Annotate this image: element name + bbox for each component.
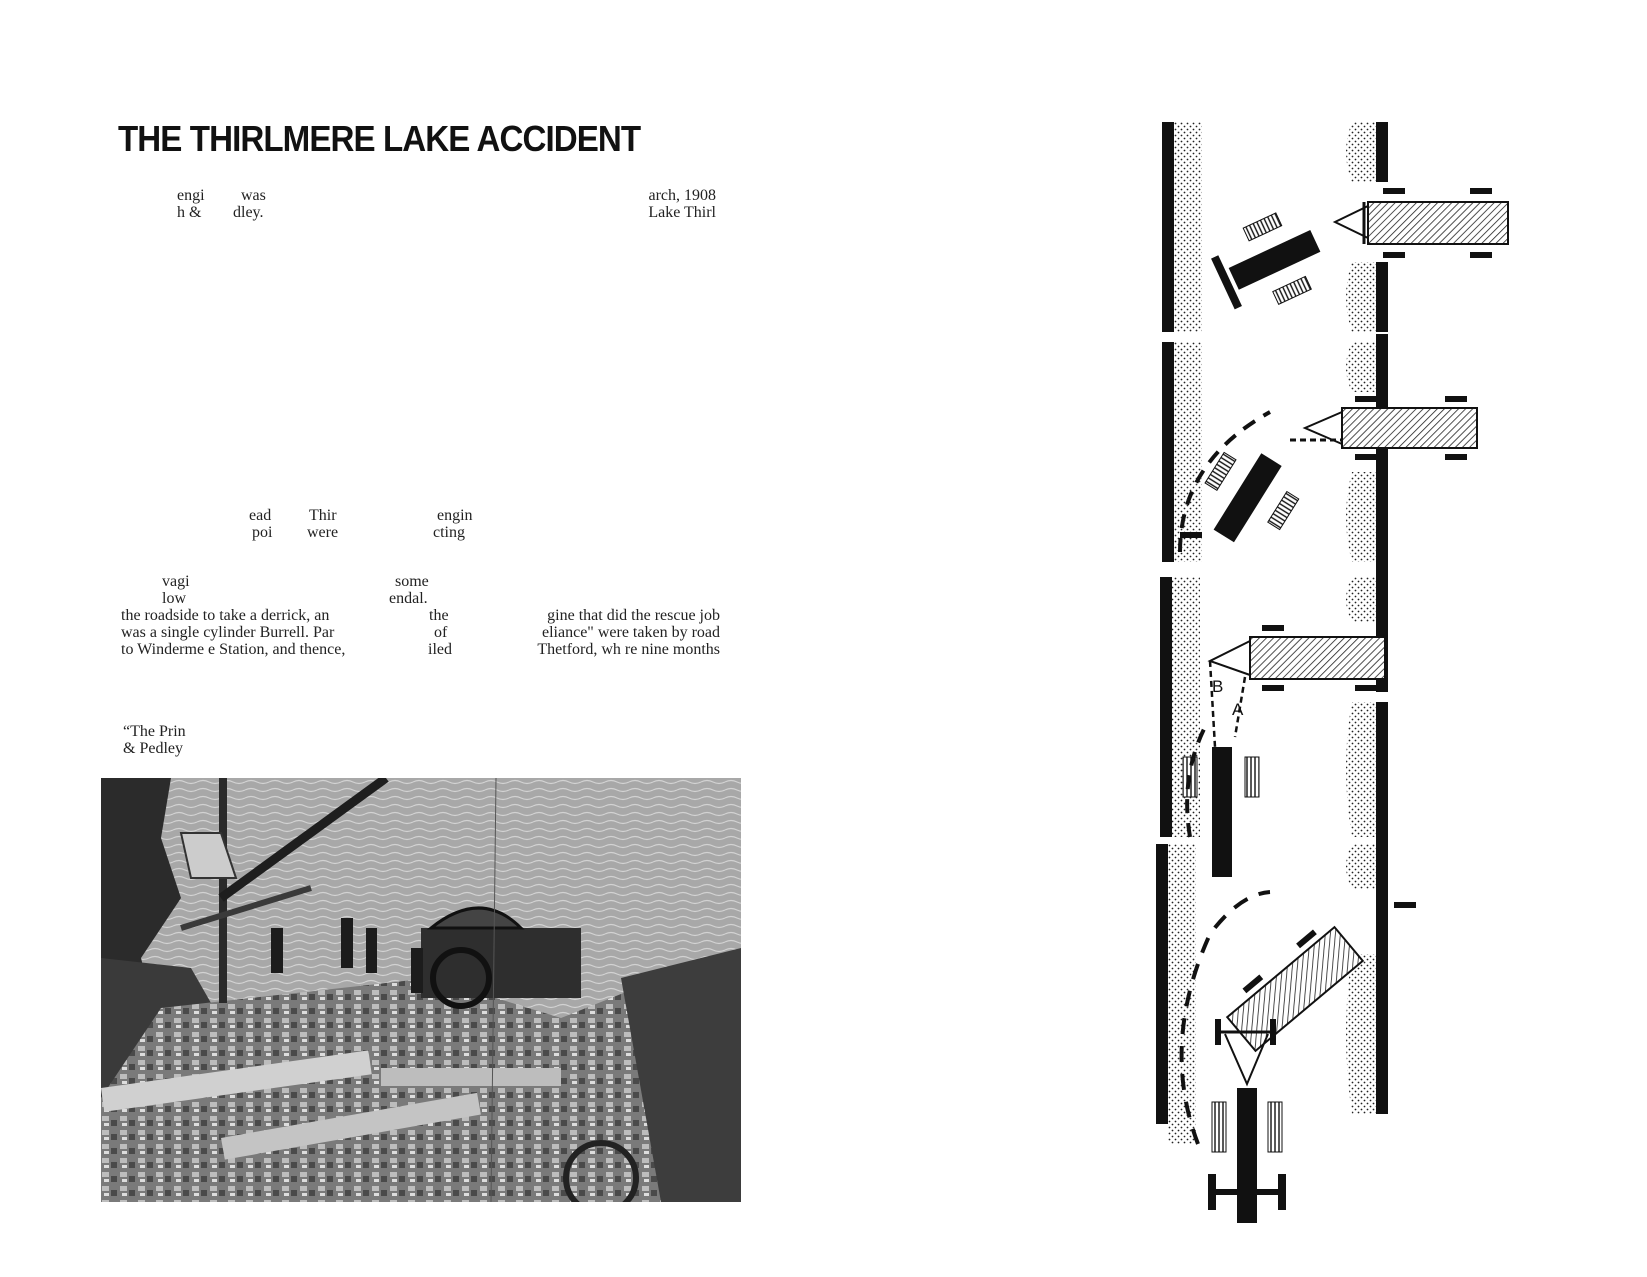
article-title: THE THIRLMERE LAKE ACCIDENT bbox=[118, 118, 641, 159]
text-line: of bbox=[434, 624, 448, 641]
diagram-label-a: A bbox=[1232, 700, 1244, 719]
text-line: iled bbox=[428, 641, 452, 658]
text-line: gine that did the rescue job bbox=[547, 607, 720, 624]
text-fragment: engin bbox=[437, 507, 473, 524]
accident-diagram bbox=[1150, 122, 1570, 1262]
text-fragment: arch, 1908 bbox=[648, 187, 716, 204]
text-fragment: vagi bbox=[162, 573, 190, 590]
text-fragment: was bbox=[241, 187, 266, 204]
text-fragment: were bbox=[307, 524, 339, 541]
text-fragment: Lake Thirl bbox=[648, 204, 716, 221]
diagram-label-b: B bbox=[1212, 677, 1224, 696]
caption-fragment: “The Prin bbox=[123, 723, 186, 740]
accident-photograph bbox=[101, 778, 741, 1202]
text-line: the roadside to take a derrick, an bbox=[121, 607, 330, 624]
text-fragment: ead bbox=[249, 507, 272, 524]
text-fragment: low bbox=[162, 590, 186, 607]
text-line: eliance" were taken by road bbox=[542, 624, 720, 641]
text-fragment: poi bbox=[252, 524, 273, 541]
text-line: to Winderme e Station, and thence, bbox=[121, 641, 346, 658]
text-line: the bbox=[429, 607, 449, 624]
text-line: Thetford, wh re nine months bbox=[537, 641, 720, 658]
text-fragment: endal. bbox=[389, 590, 428, 607]
text-fragment: dley. bbox=[233, 204, 264, 221]
text-line: was a single cylinder Burrell. Par bbox=[121, 624, 335, 641]
text-fragment: cting bbox=[433, 524, 465, 541]
text-fragment: engi bbox=[177, 187, 205, 204]
caption-fragment: & Pedley bbox=[123, 740, 183, 757]
text-fragment: Thir bbox=[309, 507, 337, 524]
text-fragment: some bbox=[395, 573, 429, 590]
text-fragment: h & bbox=[177, 204, 202, 221]
